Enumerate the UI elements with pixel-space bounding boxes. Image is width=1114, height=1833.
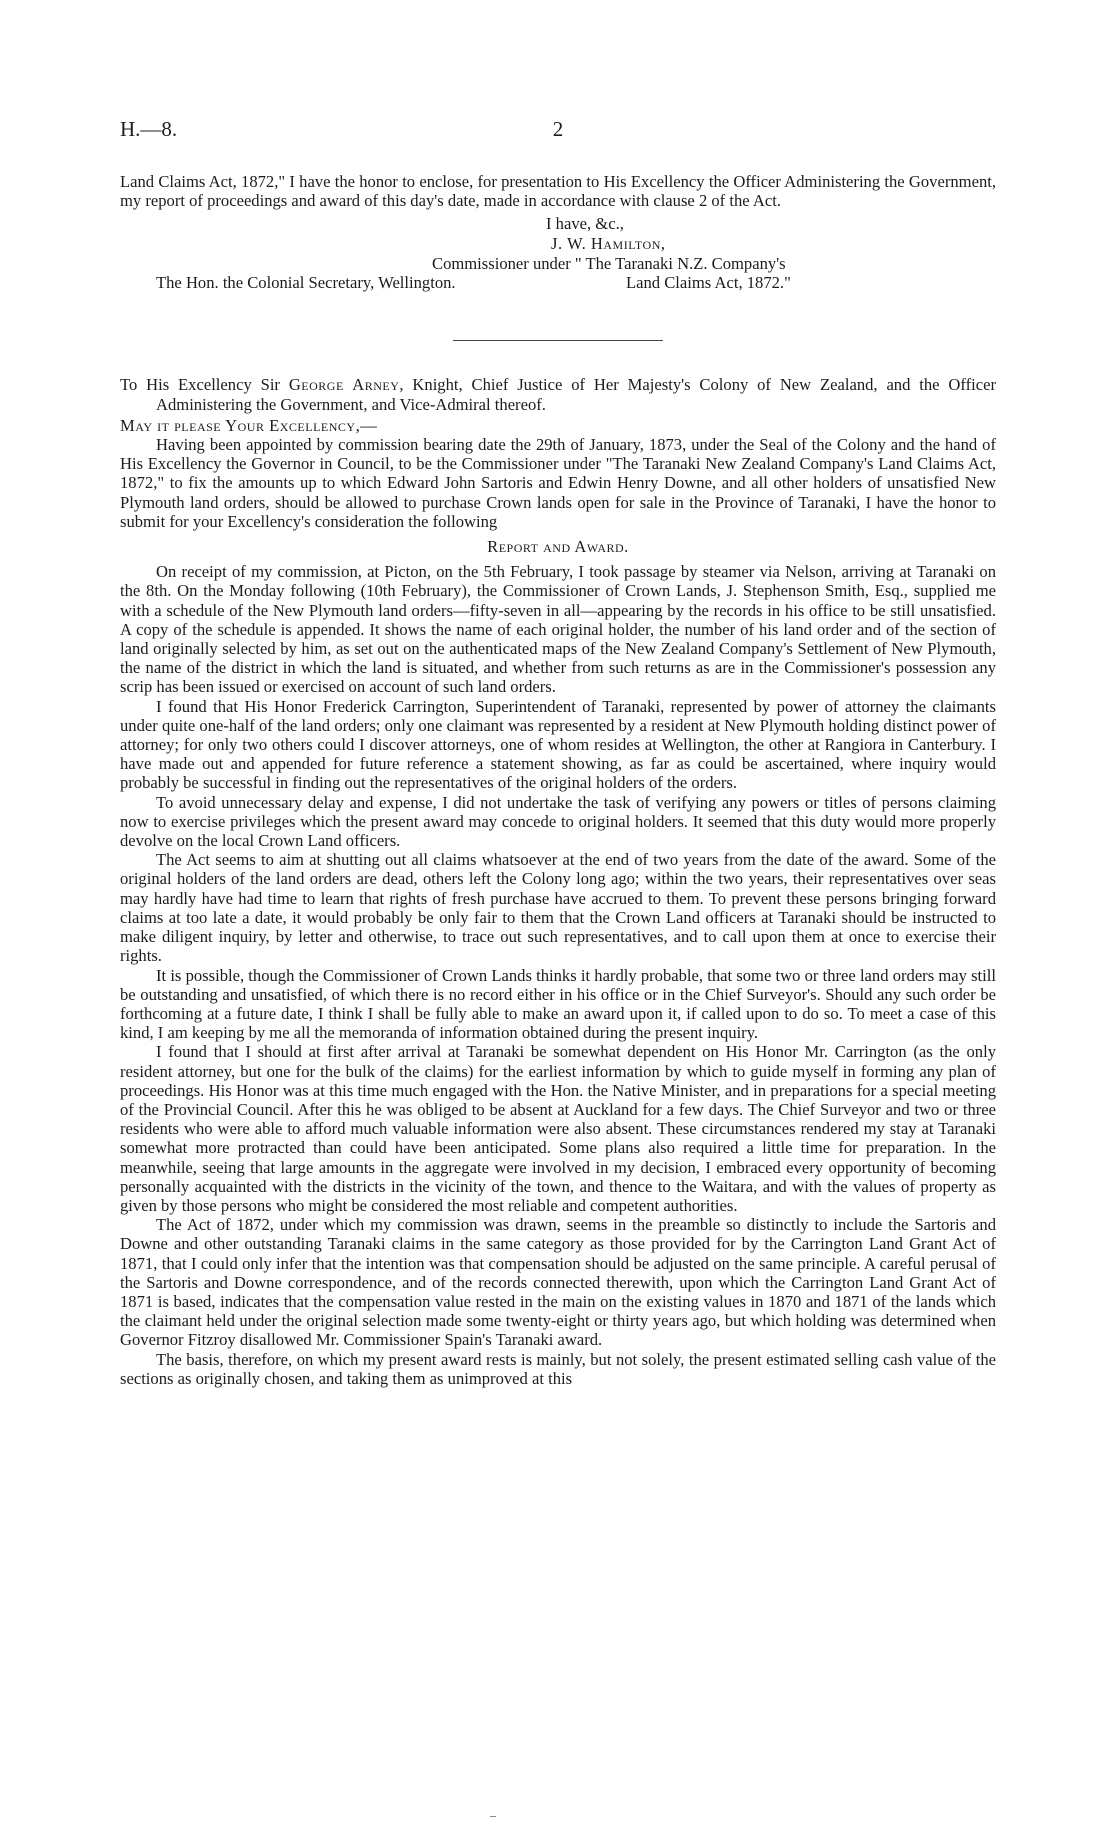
address-prefix: To His Excellency Sir — [120, 375, 289, 395]
signature-title-line-2: Land Claims Act, 1872." — [626, 273, 791, 293]
body-paragraph: I found that I should at first after arrival at Taranaki be somewhat dependent on His Honor Mr. Carrington (as the only resident attorney, but one for the bulk of the claims) for the earliest information by which to guide myself in forming any plan of proceedings. His Honor was at this time much engaged with the Hon. the Native Minister, and in preparations for a special meeting of the Provincial Council. After this he was obliged to be absent at Auckland for a few days. The Chief Surveyor and two or three residents who were able to afford much valuable information were also absent. These circumstances rendered my stay at Taranaki somewhat more protracted than could have been anticipated. Some plans also required a little time for preparation. In the meanwhile, seeing that large amounts in the aggregate were involved in my decision, I embraced every opportunity of becoming personally acquainted with the districts in the vicinity of the town, and thence to the Waitara, and with the values of property as given by those persons who might be considered the most reliable and competent authorities. — [120, 1042, 996, 1215]
running-head — [120, 117, 996, 144]
body-paragraph: I found that His Honor Frederick Carrington, Superintendent of Taranaki, represented by power of attorney the claimants under quite one-half of the land orders; only one claimant was represented by a resident at New Plymouth holding distinct power of attorney; for only two others could I discover attorneys, one of whom resides at Wellington, the other at Rangiora in Canterbury. I have made out and appended for future reference a statement showing, as far as could be ascertained, where inquiry would probably be successful in finding out the representatives of the original holders of the orders. — [120, 696, 996, 793]
section-divider — [453, 340, 663, 341]
body-paragraph: To avoid unnecessary delay and expense, I did not undertake the task of verifying any powers or titles of persons claiming now to exercise privileges which the present award may concede to original holders. It seemed that this duty would more properly devolve on the local Crown Land officers. — [120, 792, 996, 851]
body-paragraph: On receipt of my commission, at Picton, on the 5th February, I took passage by steamer via Nelson, arriving at Taranaki on the 8th. On the Monday following (10th February), the Commissioner of Crown Lands, J. Stephenson Smith, Esq., supplied me with a schedule of the New Plymouth land orders—fifty-seven in all—appearing by the records in his office to be still unsatisfied. A copy of the schedule is appended. It shows the name of each original holder, the number of his land order and of the section of land originally selected by him, as set out on the authenticated maps of the New Zealand Company's Settlement of New Plymouth, the name of the district in which the land is situated, and whether from such returns as are in the Commissioner's possession any scrip has been issued or exercised on account of such land orders. — [120, 562, 996, 697]
salutation: May it please Your Excellency,— — [120, 415, 378, 435]
address-line — [120, 375, 996, 413]
signature-title-line-1: Commissioner under " The Taranaki N.Z. Company's — [432, 254, 786, 274]
addressee: The Hon. the Colonial Secretary, Wellington. — [156, 273, 456, 293]
opening-paragraph: Having been appointed by commission bearing date the 29th of January, 1873, under the Seal of the Colony and the hand of His Excellency the Governor in Council, to be the Commissioner under "The Taranaki New Zealand Company's Land Claims Act, 1872," to fix the amounts up to which Edward John Sartoris and Edwin Henry Downe, and all other holders of unsatisfied New Plymouth land orders, should be allowed to purchase Crown lands open for sale in the Province of Taranaki, I have the honor to submit for your Excellency's consideration the following — [120, 435, 996, 531]
section-heading: Report and Award. — [487, 537, 629, 557]
print-mark — [490, 1816, 496, 1817]
body-paragraph: It is possible, though the Commissioner of Crown Lands thinks it hardly probable, that some two or three land orders may still be outstanding and unsatisfied, of which there is no record either in his office or in the Chief Surveyor's. Should any such order be forthcoming at a future date, I think I shall be fully able to make an award upon it, if called upon to do so. To meet a case of this kind, I am keeping by me all the memoranda of information obtained during the present inquiry. — [120, 965, 996, 1043]
body-paragraph: The basis, therefore, on which my present award rests is mainly, but not solely, the present estimated selling cash value of the sections as originally chosen, and taking them as unimproved at this — [120, 1349, 996, 1388]
body-paragraph: The Act seems to aim at shutting out all claims whatsoever at the end of two years from the date of the award. Some of the original holders of the land orders are dead, others left the Colony long ago; within the two years, their representatives over seas may hardly have had time to learn that rights of fresh purchase have accrued to them. To prevent these persons bringing forward claims at too late a date, it would probably be only fair to them that the Crown Land officers at Taranaki should be instructed to make diligent inquiry, by letter and otherwise, to trace out such representatives, and to call upon them at once to exercise their rights. — [120, 850, 996, 966]
address-rest: , Knight, Chief Justice of Her Majesty's Colony of New Zealand, and the Officer Administering the Government, and Vice-Admiral thereof. — [156, 375, 996, 414]
body-paragraph: The Act of 1872, under which my commission was drawn, seems in the preamble so distinctly to include the Sartoris and Downe and other outstanding Taranaki claims in the same category as those provided for by the Carrington Land Grant Act of 1871, that I could only infer that the intention was that compensation should be adjusted on the same principle. A careful perusal of the Sartoris and Downe correspondence, and of the records connected therewith, upon which the Carrington Land Grant Act of 1871 is based, indicates that the compensation value rested in the main on the existing values in 1870 and 1871 of the lands which the claimant held under the original selection made some twenty-eight or thirty years ago, but which holding was determined when Governor Fitzroy disallowed Mr. Commissioner Spain's Taranaki award. — [120, 1215, 996, 1350]
signature-block — [120, 210, 996, 306]
signature-closing: I have, &c., — [546, 214, 624, 234]
page-number: 2 — [552, 117, 564, 141]
address-name: George Arney — [288, 375, 400, 395]
paper-reference: H.—8. — [120, 117, 178, 141]
document-body — [120, 172, 996, 1388]
signature-name: J. W. Hamilton, — [551, 234, 666, 254]
intro-paragraph: Land Claims Act, 1872," I have the honor to enclose, for presentation to His Excellency the Officer Administering the Government, my report of proceedings and award of this day's date, made in accordance with clause 2 of the Act. — [120, 172, 996, 211]
